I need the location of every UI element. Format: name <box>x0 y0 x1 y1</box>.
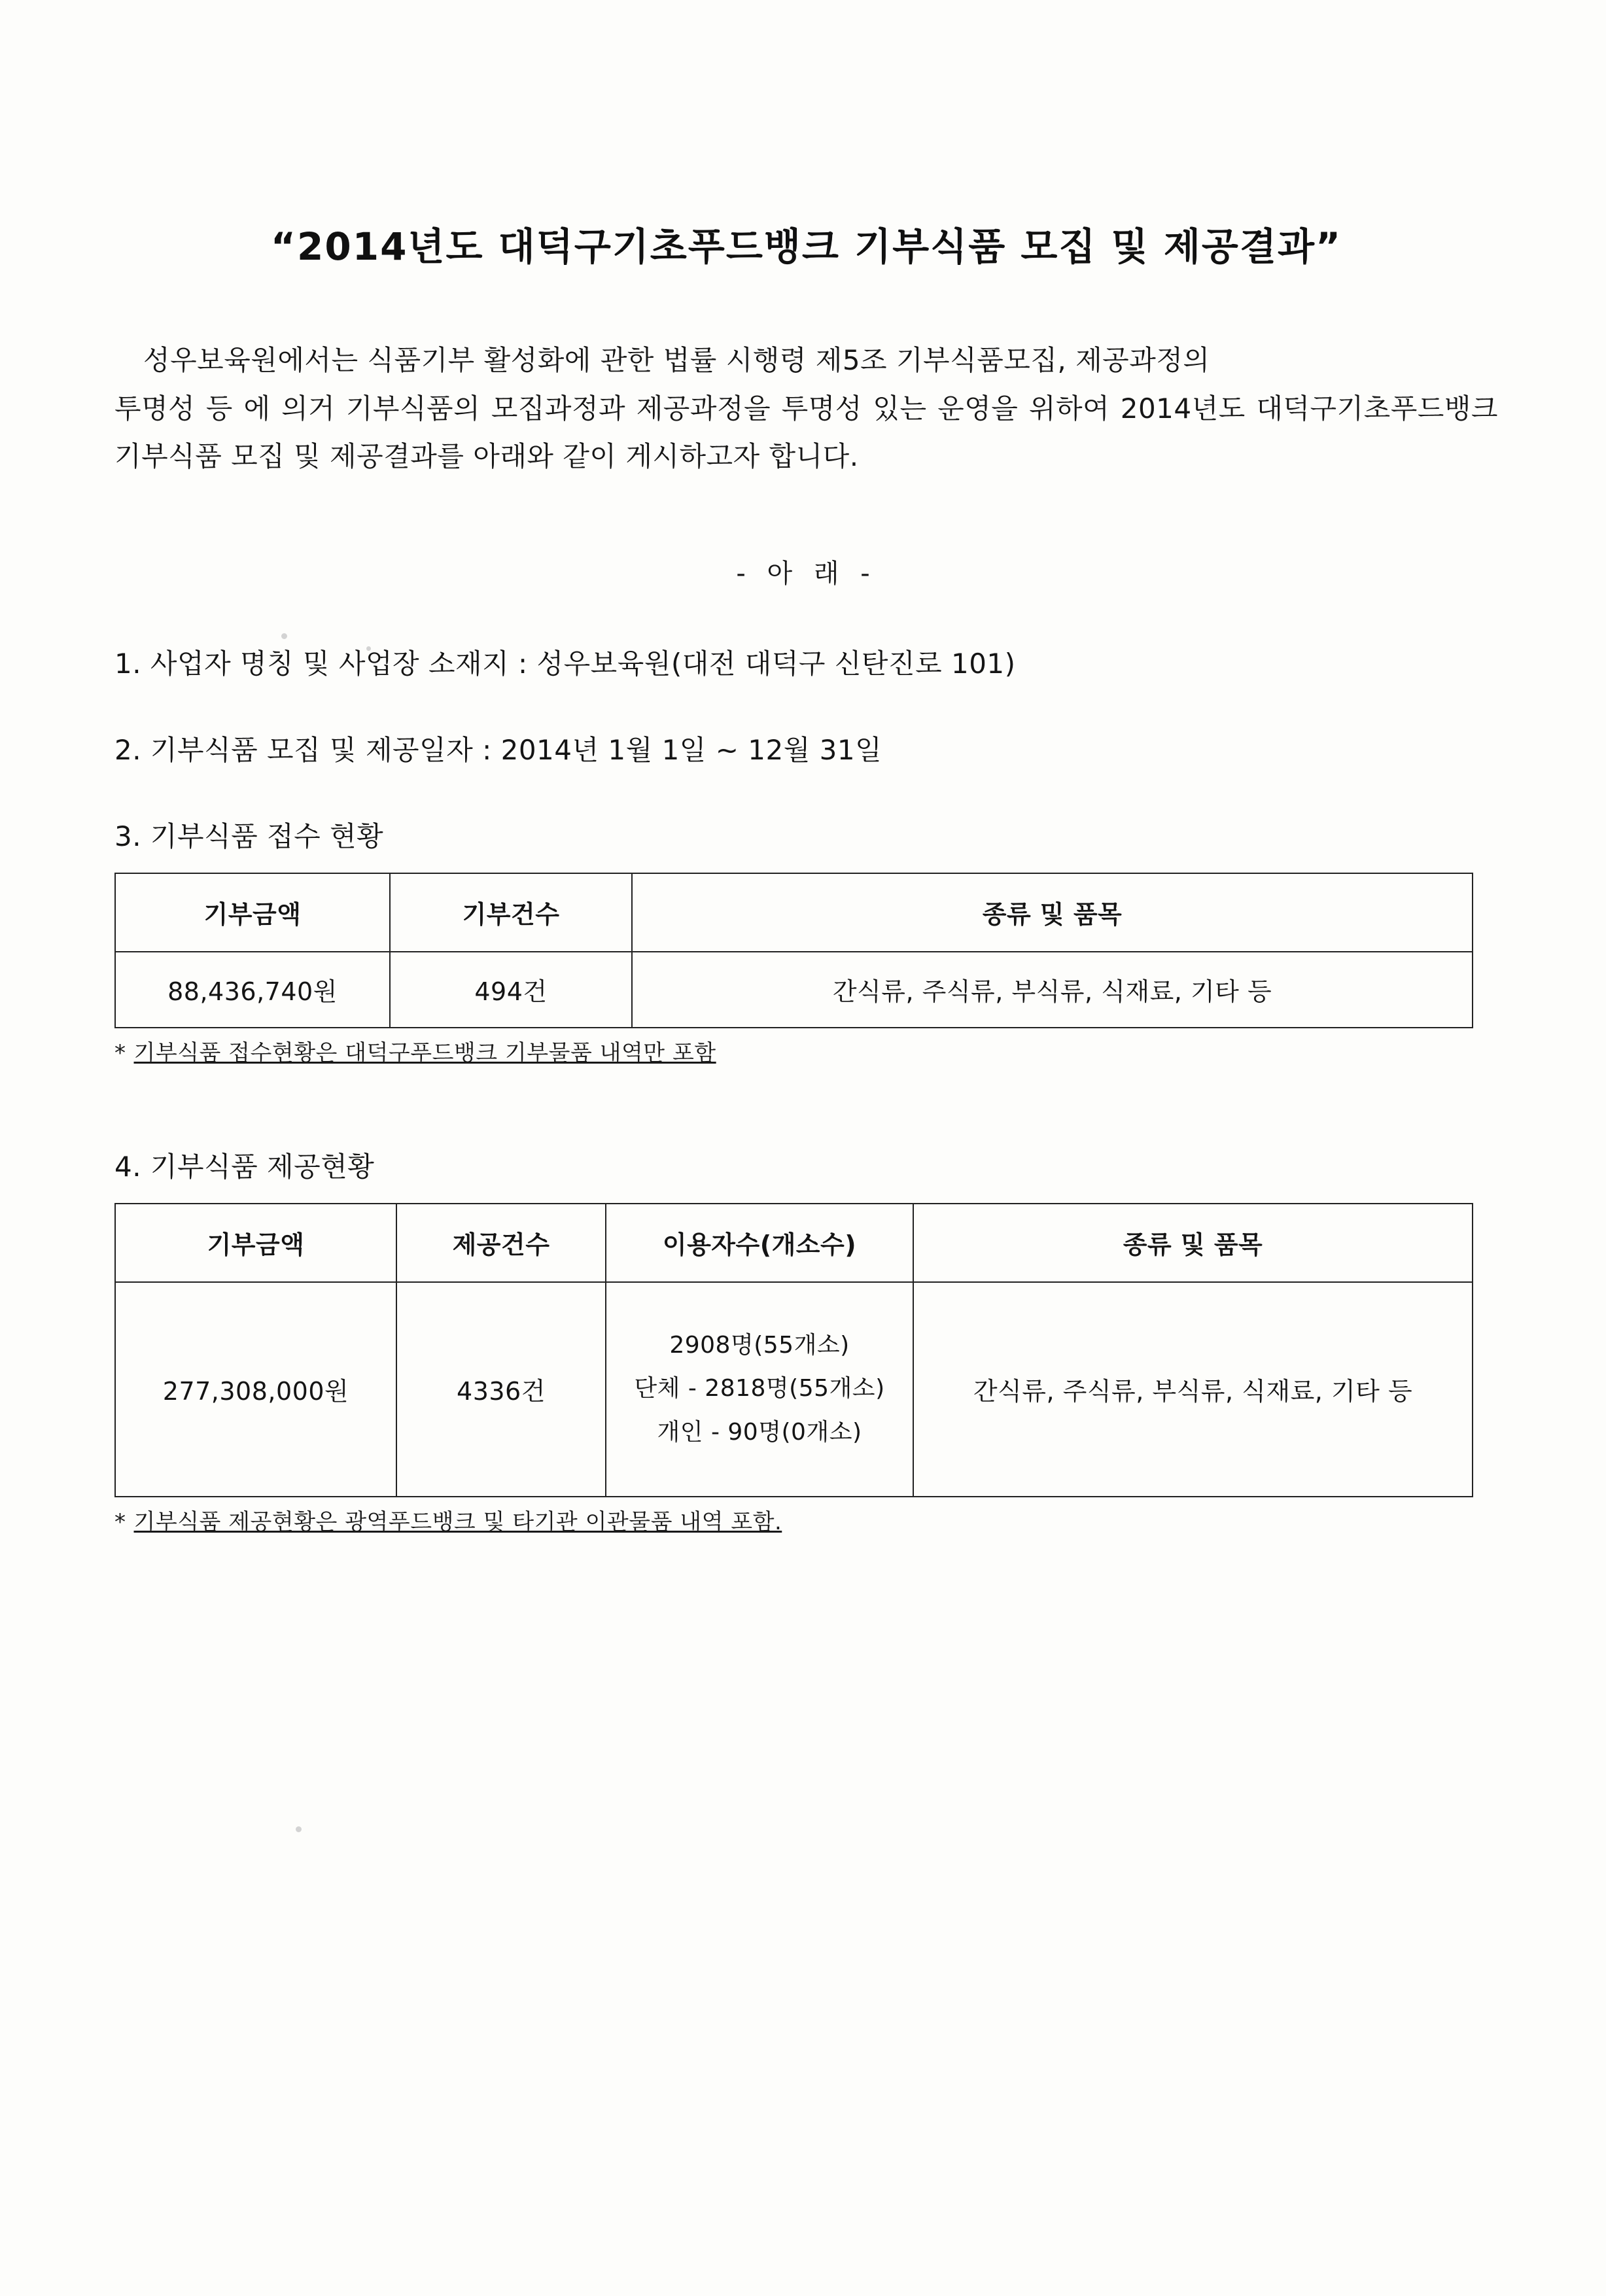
arae-divider: - 아 래 - <box>736 558 877 589</box>
col-donation-amount: 기부금액 <box>115 1204 396 1282</box>
cell-donation-count: 494건 <box>390 952 632 1028</box>
note-text: 기부식품 제공현황은 광역푸드뱅크 및 타기관 이관물품 내역 포함. <box>133 1508 782 1535</box>
intro-line-1: 성우보육원에서는 식품기부 활성화에 관한 법률 시행령 제5조 기부식품모집, 제공과정의 <box>143 344 1210 376</box>
receipt-note <box>114 1035 1498 1067</box>
note-text: 기부식품 접수현황은 대덕구푸드뱅크 기부물품 내역만 포함 <box>133 1039 716 1066</box>
item-1-business-name: 1. 사업자 명칭 및 사업장 소재지 : 성우보육원(대전 대덕구 신탄진로 101) <box>114 647 1016 680</box>
cell-donation-amount: 277,308,000원 <box>115 1282 396 1497</box>
users-total: 2908명(55개소) <box>669 1331 850 1359</box>
item-2-period: 2. 기부식품 모집 및 제공일자 : 2014년 1월 1일 ~ 12월 31일 <box>114 733 882 766</box>
users-individual: 개인 - 90명(0개소) <box>657 1418 862 1446</box>
provision-note <box>114 1504 1498 1536</box>
page-title: “2014년도 대덕구기초푸드뱅크 기부식품 모집 및 제공결과” <box>270 224 1342 269</box>
note-star: * <box>114 1039 126 1066</box>
col-donation-amount: 기부금액 <box>115 873 390 952</box>
intro-line-2: 투명성 등 에 의거 기부식품의 모집과정과 제공과정을 투명성 있는 운영을 위하여 2014년도 <box>114 392 1246 425</box>
table-row <box>115 952 1473 1028</box>
note-star: * <box>114 1508 126 1535</box>
table-header-row <box>115 873 1473 952</box>
document-body <box>114 216 1498 1536</box>
cell-kinds-and-items: 간식류, 주식류, 부식류, 식재료, 기타 등 <box>913 1282 1473 1497</box>
col-donation-count: 기부건수 <box>390 873 632 952</box>
provision-status-table <box>114 1203 1473 1497</box>
intro-paragraph <box>114 336 1498 481</box>
col-kinds-and-items: 종류 및 품목 <box>632 873 1473 952</box>
scan-speckle <box>296 1826 302 1832</box>
item-4-title: 4. 기부식품 제공현황 <box>114 1150 375 1183</box>
col-provision-count: 제공건수 <box>396 1204 606 1282</box>
users-group: 단체 - 2818명(55개소) <box>634 1375 885 1402</box>
col-kinds-and-items: 종류 및 품목 <box>913 1204 1473 1282</box>
cell-donation-amount: 88,436,740원 <box>115 952 390 1028</box>
cell-provision-count: 4336건 <box>396 1282 606 1497</box>
item-3-title: 3. 기부식품 접수 현황 <box>114 820 384 852</box>
section-spacer <box>114 1067 1498 1145</box>
intro-line-3: 대덕구기초푸드뱅크 기부식품 모집 및 제공결과를 아래와 같이 게시하고자 합니다. <box>114 392 1498 472</box>
receipt-status-table <box>114 873 1473 1028</box>
table-row <box>115 1282 1473 1497</box>
cell-kinds-and-items: 간식류, 주식류, 부식류, 식재료, 기타 등 <box>632 952 1473 1028</box>
col-user-count: 이용자수(개소수) <box>606 1204 913 1282</box>
table-header-row <box>115 1204 1473 1282</box>
cell-user-count <box>606 1282 913 1497</box>
